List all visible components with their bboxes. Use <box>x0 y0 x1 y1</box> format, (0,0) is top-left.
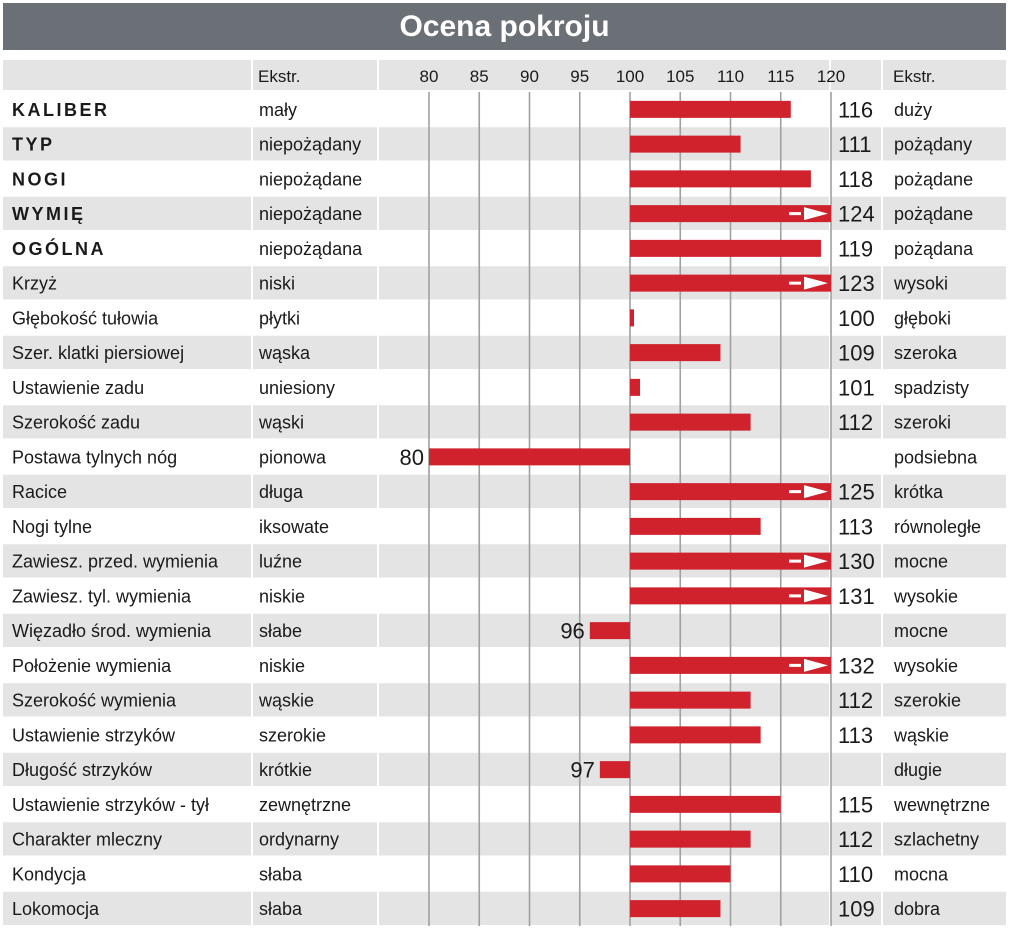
left-extreme: zewnętrzne <box>259 794 352 815</box>
left-extreme: uniesiony <box>259 377 336 398</box>
column-divider <box>377 60 379 928</box>
row-divider <box>3 856 1006 858</box>
overflow-arrow-shaft <box>789 282 801 285</box>
row-divider <box>3 195 1006 197</box>
left-extreme: pionowa <box>259 447 327 468</box>
header-right-ext: Ekstr. <box>893 67 936 86</box>
right-extreme: mocne <box>894 551 949 572</box>
row-divider <box>3 473 1006 475</box>
bar <box>630 865 731 882</box>
row-label: Krzyż <box>12 273 57 294</box>
right-extreme: głęboki <box>894 308 952 329</box>
left-extreme: luźne <box>259 551 303 572</box>
bar <box>630 518 761 535</box>
right-extreme: długie <box>894 760 943 781</box>
value-label: 124 <box>838 201 875 227</box>
bar <box>600 761 630 778</box>
value-label: 131 <box>838 583 875 609</box>
value-label: 119 <box>838 236 874 262</box>
right-extreme: pożądane <box>894 204 974 225</box>
row-divider <box>3 751 1006 753</box>
row-label: Nogi tylne <box>12 516 93 537</box>
left-extreme: długa <box>259 482 304 503</box>
bar <box>630 136 741 153</box>
row-label: Kondycja <box>12 864 87 885</box>
value-label: 132 <box>838 653 875 679</box>
bar <box>630 379 640 396</box>
row-label: Racice <box>12 482 68 503</box>
value-label: 113 <box>838 722 874 748</box>
row-label: Ustawienie strzyków <box>12 725 176 746</box>
bar <box>630 726 761 743</box>
header-cell-bg <box>3 60 252 90</box>
row-label: Zawiesz. przed. wymienia <box>12 551 219 572</box>
left-extreme: wąski <box>259 412 305 433</box>
bar <box>630 831 751 848</box>
row-divider <box>3 369 1006 371</box>
value-label: 118 <box>838 166 874 192</box>
right-extreme: szerokie <box>894 690 962 711</box>
value-label: 123 <box>838 271 875 297</box>
row-divider <box>3 91 1006 93</box>
row-divider <box>3 404 1006 406</box>
right-extreme: krótka <box>894 482 944 503</box>
bar <box>630 344 720 361</box>
row-label: Szer. klatki piersiowej <box>12 343 185 364</box>
left-extreme: niski <box>259 273 296 294</box>
tick-label: 115 <box>767 67 795 86</box>
row-label: Postawa tylnych nóg <box>12 447 178 468</box>
tick-label: 120 <box>816 67 846 86</box>
right-extreme: wysoki <box>894 273 949 294</box>
value-label: 80 <box>399 444 424 470</box>
right-extreme: pożądane <box>894 169 974 190</box>
bar <box>630 900 720 917</box>
right-extreme: duży <box>894 99 933 120</box>
bar <box>429 448 630 465</box>
row-label: TYP <box>12 134 55 155</box>
overflow-arrow-shaft <box>789 594 801 597</box>
left-extreme: mały <box>259 99 298 120</box>
left-extreme: niepożądana <box>259 238 363 259</box>
tick-label: 110 <box>716 67 745 86</box>
row-divider <box>3 890 1006 892</box>
header-left-ext: Ekstr. <box>258 67 301 86</box>
value-label: 100 <box>838 305 875 331</box>
column-divider <box>881 60 883 928</box>
value-label: 109 <box>838 340 875 366</box>
row-label: OGÓLNA <box>12 238 106 259</box>
value-label: 96 <box>560 618 585 644</box>
row-stripe <box>3 752 1006 786</box>
chart-title: Ocena pokroju <box>3 3 1006 50</box>
right-extreme: mocne <box>894 621 949 642</box>
right-extreme: szeroka <box>894 343 958 364</box>
right-extreme: pożądany <box>894 134 973 155</box>
row-label: Głębokość tułowia <box>12 308 159 329</box>
value-label: 112 <box>838 827 874 853</box>
left-extreme: płytki <box>259 308 301 329</box>
value-label: 116 <box>838 97 874 123</box>
row-label: NOGI <box>12 169 69 190</box>
bar <box>630 170 811 187</box>
right-extreme: mocna <box>894 864 949 885</box>
row-divider <box>3 786 1006 788</box>
left-extreme: słaba <box>259 864 303 885</box>
right-extreme: wąskie <box>894 725 950 746</box>
tick-label: 95 <box>570 67 590 86</box>
value-label: 130 <box>838 549 875 575</box>
value-label: 101 <box>838 375 875 401</box>
row-divider <box>3 543 1006 545</box>
left-extreme: iksowate <box>259 516 330 537</box>
row-divider <box>3 300 1006 302</box>
row-label: Długość strzyków <box>12 760 153 781</box>
bar <box>630 240 821 257</box>
right-extreme: wewnętrzne <box>894 794 991 815</box>
row-divider <box>3 439 1006 441</box>
header-cell-bg <box>378 60 830 90</box>
right-extreme: szlachetny <box>894 829 980 850</box>
left-extreme: niskie <box>259 655 306 676</box>
overflow-arrow-shaft <box>789 560 801 563</box>
tick-label: 90 <box>520 67 539 86</box>
value-label: 110 <box>838 861 874 887</box>
value-label: 109 <box>838 896 875 922</box>
left-extreme: słaba <box>259 899 303 920</box>
left-extreme: słabe <box>259 621 303 642</box>
overflow-arrow-shaft <box>789 490 801 493</box>
row-label: Położenie wymienia <box>12 655 172 676</box>
bar <box>630 309 634 326</box>
right-extreme: podsiebna <box>894 447 978 468</box>
value-label: 111 <box>838 132 872 158</box>
row-divider <box>3 161 1006 163</box>
row-divider <box>3 334 1006 336</box>
left-extreme: wąskie <box>259 690 315 711</box>
row-divider <box>3 126 1006 128</box>
right-extreme: szeroki <box>894 412 952 433</box>
left-extreme: krótkie <box>259 760 313 781</box>
value-label: 112 <box>838 410 874 436</box>
row-label: Ustawienie strzyków - tył <box>12 794 210 815</box>
row-divider <box>3 578 1006 580</box>
right-extreme: równoległe <box>894 516 982 537</box>
row-label: Szerokość zadu <box>12 412 141 433</box>
row-divider <box>3 682 1006 684</box>
bar <box>630 414 751 431</box>
overflow-arrow-shaft <box>789 212 801 215</box>
value-label: 125 <box>838 479 875 505</box>
left-extreme: niepożądane <box>259 204 363 225</box>
column-divider <box>251 60 253 928</box>
left-extreme: szerokie <box>259 725 327 746</box>
left-extreme: wąska <box>259 343 311 364</box>
bar <box>630 796 781 813</box>
row-label: Lokomocja <box>12 899 100 920</box>
bar <box>630 692 751 709</box>
row-label: Charakter mleczny <box>12 829 163 850</box>
tick-label: 105 <box>666 67 695 86</box>
bar <box>630 101 791 118</box>
right-extreme: wysokie <box>894 655 959 676</box>
bar <box>590 622 630 639</box>
tick-label: 80 <box>419 67 439 86</box>
left-extreme: niepożądany <box>259 134 362 155</box>
row-divider <box>3 612 1006 614</box>
right-extreme: spadzisty <box>894 377 970 398</box>
row-divider <box>3 508 1006 510</box>
value-label: 113 <box>838 514 874 540</box>
row-label: Ustawienie zadu <box>12 377 145 398</box>
row-label: Więzadło środ. wymienia <box>12 621 212 642</box>
right-extreme: pożądana <box>894 238 974 259</box>
right-extreme: dobra <box>894 899 941 920</box>
row-divider <box>3 647 1006 649</box>
right-extreme: wysokie <box>894 586 959 607</box>
tick-label: 85 <box>469 67 489 86</box>
row-divider <box>3 821 1006 823</box>
tick-label: 100 <box>615 67 645 86</box>
value-label: 97 <box>570 757 595 783</box>
value-label: 115 <box>838 792 874 818</box>
row-label: WYMIĘ <box>12 204 86 225</box>
row-divider <box>3 265 1006 267</box>
row-divider <box>3 717 1006 719</box>
row-label: Zawiesz. tyl. wymienia <box>12 586 192 607</box>
row-label: KALIBER <box>12 99 110 120</box>
row-label: Szerokość wymienia <box>12 690 177 711</box>
left-extreme: niskie <box>259 586 306 607</box>
row-divider <box>3 230 1006 232</box>
left-extreme: niepożądane <box>259 169 363 190</box>
value-label: 112 <box>838 688 874 714</box>
left-extreme: ordynarny <box>259 829 340 850</box>
row-divider <box>3 925 1006 927</box>
overflow-arrow-shaft <box>789 664 801 667</box>
